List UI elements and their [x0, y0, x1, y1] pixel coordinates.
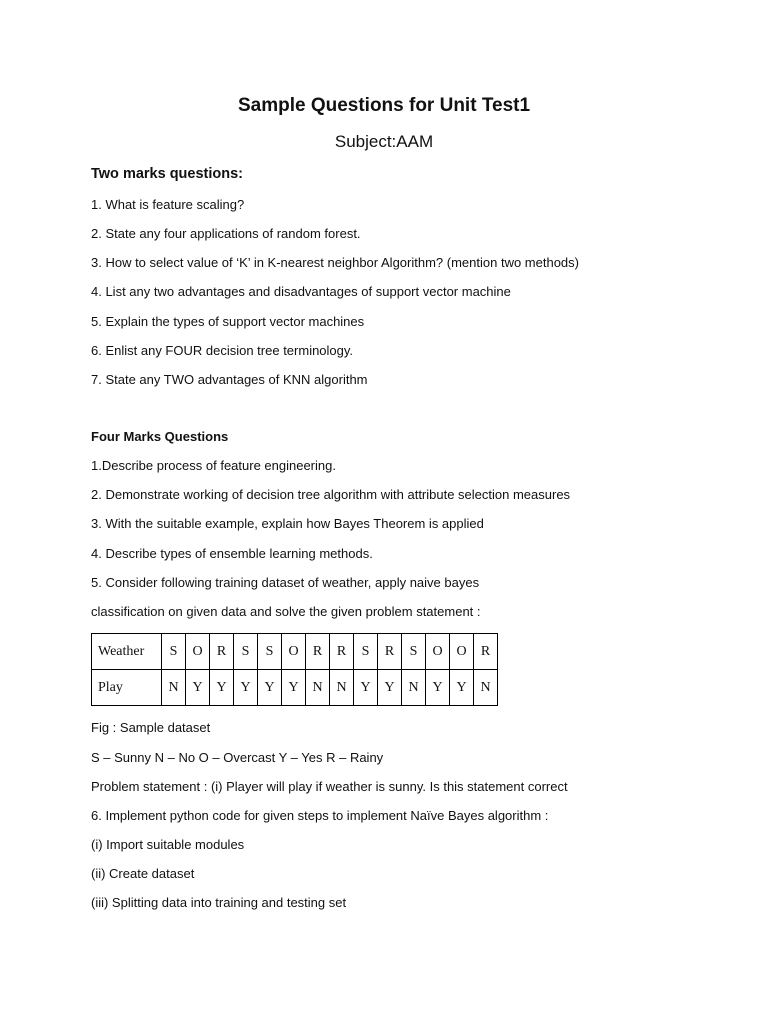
table-row — [92, 670, 498, 706]
table-cell: S — [234, 634, 258, 670]
table-cell: Y — [378, 670, 402, 706]
four-marks-question: 4. Describe types of ensemble learning methods. — [91, 546, 373, 561]
document-subject: Subject:AAM — [334, 132, 434, 151]
sub-step: (i) Import suitable modules — [91, 837, 245, 852]
legend-text: S – Sunny N – No O – Overcast Y – Yes R – Rainy — [91, 750, 384, 765]
two-marks-question: 2. State any four applications of random forest. — [91, 226, 361, 241]
table-cell: N — [306, 670, 330, 706]
table-cell: Y — [258, 670, 282, 706]
table-cell: N — [330, 670, 354, 706]
table-cell: O — [450, 634, 474, 670]
table-cell: Y — [450, 670, 474, 706]
table-cell: S — [354, 634, 378, 670]
table-cell: Y — [354, 670, 378, 706]
two-marks-question: 3. How to select value of ‘K’ in K-nearest neighbor Algorithm? (mention two methods) — [91, 255, 579, 270]
table-row-label: Play — [92, 670, 162, 706]
sub-step: (ii) Create dataset — [91, 866, 195, 881]
table-cell: Y — [234, 670, 258, 706]
table-cell: Y — [186, 670, 210, 706]
table-cell: R — [378, 634, 402, 670]
table-cell: Y — [426, 670, 450, 706]
table-cell: S — [162, 634, 186, 670]
two-marks-heading: Two marks questions: — [91, 166, 244, 182]
problem-statement: Problem statement : (i) Player will play if weather is sunny. Is this statement correct — [91, 779, 568, 794]
two-marks-question: 5. Explain the types of support vector machines — [91, 314, 365, 329]
weather-dataset-table — [91, 633, 498, 706]
table-cell: R — [474, 634, 498, 670]
two-marks-question: 1. What is feature scaling? — [91, 197, 245, 212]
four-marks-question: classification on given data and solve the given problem statement : — [91, 604, 481, 619]
document-title: Sample Questions for Unit Test1 — [237, 95, 531, 116]
table-cell: N — [162, 670, 186, 706]
table-row-label: Weather — [92, 634, 162, 670]
sub-step: (iii) Splitting data into training and testing set — [91, 895, 347, 910]
table-cell: Y — [282, 670, 306, 706]
table-cell: R — [210, 634, 234, 670]
table-cell: S — [402, 634, 426, 670]
four-marks-question: 2. Demonstrate working of decision tree algorithm with attribute selection measures — [91, 487, 571, 502]
four-marks-question: 5. Consider following training dataset of weather, apply naive bayes — [91, 575, 480, 590]
table-cell: O — [282, 634, 306, 670]
table-cell: O — [186, 634, 210, 670]
table-cell: S — [258, 634, 282, 670]
table-cell: O — [426, 634, 450, 670]
four-marks-heading: Four Marks Questions — [91, 429, 229, 444]
four-marks-question: 6. Implement python code for given steps to implement Naïve Bayes algorithm : — [91, 808, 549, 823]
four-marks-question: 3. With the suitable example, explain how Bayes Theorem is applied — [91, 516, 484, 531]
table-cell: R — [306, 634, 330, 670]
table-cell: N — [474, 670, 498, 706]
figure-caption: Fig : Sample dataset — [91, 720, 211, 735]
table-row — [92, 634, 498, 670]
table-cell: N — [402, 670, 426, 706]
table-cell: Y — [210, 670, 234, 706]
table-cell: R — [330, 634, 354, 670]
two-marks-question: 4. List any two advantages and disadvantages of support vector machine — [91, 284, 511, 299]
two-marks-question: 7. State any TWO advantages of KNN algorithm — [91, 372, 368, 387]
four-marks-question: 1.Describe process of feature engineering. — [91, 458, 336, 473]
two-marks-question: 6. Enlist any FOUR decision tree terminology. — [91, 343, 354, 358]
